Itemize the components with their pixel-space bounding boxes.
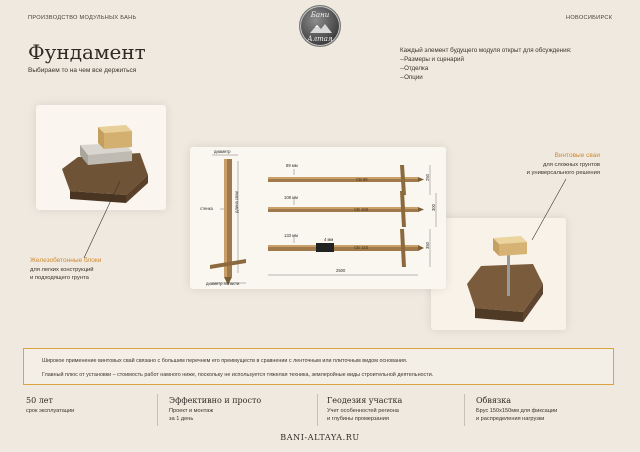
feature-desc: Брус 150x150мм для фиксации <box>476 408 558 414</box>
discussion-text <box>400 46 572 82</box>
website-link[interactable]: BANI-ALTAYA.RU <box>280 433 360 442</box>
mountain-icon <box>310 23 332 33</box>
feature-title: Эффективно и просто <box>169 396 262 405</box>
feature-desc: Учет особенностей региона <box>327 408 399 414</box>
pile-height: 250 <box>425 174 430 181</box>
info-line: Широкое применение винтовых свай связано с большим перечнем его преимуществ в сравнении с ленточным или плиточным видом основания. <box>42 358 408 364</box>
feature-desc: и распределения нагрузки <box>476 416 545 422</box>
logo <box>299 5 341 47</box>
concrete-blocks-title: Железобетонные блоки <box>30 257 102 264</box>
logo-line1: Бани <box>310 11 330 19</box>
feature-desc: срок эксплуатации <box>26 408 75 414</box>
feature-title: Геодезия участка <box>327 396 403 405</box>
screw-piles-desc: и универсального решения <box>526 170 600 176</box>
concrete-blocks-desc: для легких конструкций <box>30 267 94 273</box>
divider <box>464 394 465 426</box>
pile-dim: 133 мм <box>284 233 298 238</box>
length-label: длина сваи <box>234 191 239 213</box>
concrete-blocks-label <box>30 257 101 282</box>
discussion-item: --Опции <box>400 74 423 81</box>
pile-wall: 4 мм <box>324 237 334 242</box>
pile-marking: СВ 133 <box>354 245 368 250</box>
pile-dim: 89 мм <box>286 163 298 168</box>
discussion-item: --Размеры и сценарий <box>400 56 464 63</box>
pile-dim: 108 мм <box>284 195 298 200</box>
header-city: НОВОСИБИРСК <box>566 15 613 21</box>
divider <box>157 394 158 426</box>
header-tagline: ПРОИЗВОДСТВО МОДУЛЬНЫХ БАНЬ <box>28 15 137 21</box>
pile-row <box>268 165 430 195</box>
divider <box>317 394 318 426</box>
pile-marking: СВ 108 <box>354 207 368 212</box>
leader-line <box>82 180 122 260</box>
leader-line <box>528 178 568 242</box>
concrete-blocks-desc: и подходящего грунта <box>30 275 89 281</box>
feature-title: Обвязка <box>476 396 512 405</box>
logo-line2: Алтая <box>307 35 333 43</box>
wall-label: стенка <box>200 206 213 211</box>
pile-height: 300 <box>431 204 436 211</box>
page-subtitle: Выбираем то на чем все держиться <box>28 67 137 74</box>
screw-piles-title: Винтовые сваи <box>554 152 600 159</box>
page-title: Фундамент <box>28 40 146 64</box>
info-box <box>23 348 614 385</box>
pile-marking: СВ 89 <box>356 177 368 182</box>
feature-title: 50 лет <box>26 396 53 405</box>
feature-desc: за 1 день <box>169 416 194 422</box>
feature-desc: Проект и монтаж <box>169 408 214 414</box>
blade-diameter-label: диаметр лопасти <box>206 281 240 286</box>
screw-piles-desc: для сложных грунтов <box>542 162 600 168</box>
info-line: Главный плюс от установки – стоимость работ намного ниже, поскольку не используется тяжелая техника, землеройные виды строительной деятельности. <box>42 372 434 378</box>
pile-height: 350 <box>425 242 430 249</box>
discussion-item: --Отделка <box>400 65 429 72</box>
pile-drawing <box>190 147 446 289</box>
screw-piles-label <box>497 152 600 177</box>
feature-desc: и глубины промерзания <box>327 416 389 422</box>
discussion-intro: Каждый элемент будущего модуля открыт для обсуждения: <box>400 47 572 54</box>
pile-diagram <box>190 147 446 289</box>
diameter-label: диаметр <box>214 149 231 154</box>
pile-length: 2500 <box>336 268 346 273</box>
